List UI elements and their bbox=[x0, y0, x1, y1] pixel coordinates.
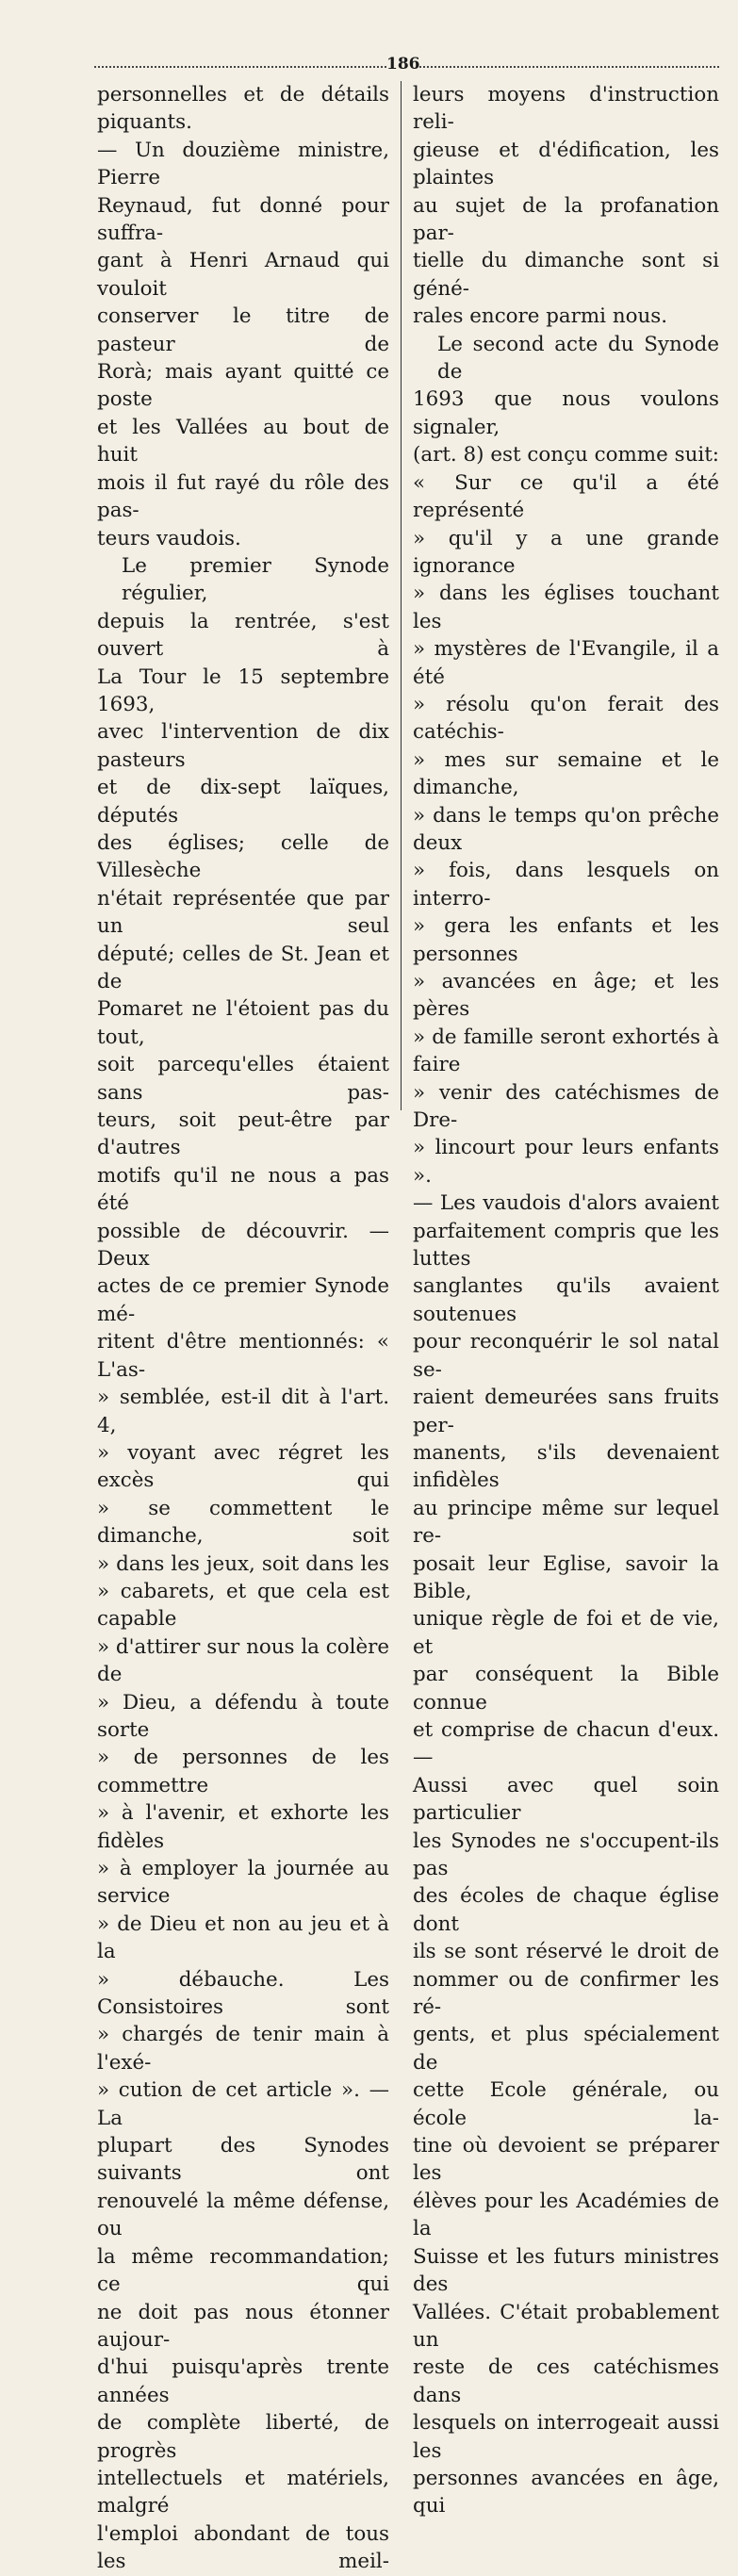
text-line: depuis la rentrée, s'est ouvert à bbox=[97, 609, 389, 662]
text-line: 1693 que nous voulons signaler, bbox=[413, 387, 719, 439]
text-line: la même recommandation; ce qui bbox=[97, 2244, 389, 2297]
text-line: leurs moyens d'instruction reli- bbox=[413, 83, 719, 135]
text-line: ne doit pas nous étonner aujour- bbox=[97, 2300, 389, 2352]
text-line: » mystères de l'Evangile, il a été bbox=[413, 637, 719, 689]
text-line: des écoles de chaque église dont bbox=[413, 1884, 719, 1936]
text-line: des églises; celle de Villesèche bbox=[97, 830, 389, 883]
column-divider bbox=[401, 81, 402, 1110]
text-line: n'était représentée que par un seul bbox=[97, 886, 389, 939]
text-line: Le premier Synode régulier, bbox=[122, 553, 389, 606]
text-line: et les Vallées au bout de huit bbox=[97, 415, 389, 468]
header-rule-left bbox=[94, 66, 386, 68]
text-line: tielle du dimanche sont si géné- bbox=[413, 249, 719, 301]
text-line: » qu'il y a une grande ignorance bbox=[413, 526, 719, 578]
text-line: tine où devoient se préparer les bbox=[413, 2134, 719, 2186]
text-line: renouvelé la même défense, ou bbox=[97, 2189, 389, 2241]
text-line: » lincourt pour leurs enfants ». bbox=[413, 1136, 719, 1188]
text-line: mois il fut rayé du rôle des pas- bbox=[97, 470, 389, 523]
text-line: Rorà; mais ayant quitté ce poste bbox=[97, 360, 389, 412]
text-line: » dans le temps qu'on prêche deux bbox=[413, 803, 719, 855]
text-line: soit parcequ'elles étaient sans pas- bbox=[97, 1053, 389, 1105]
text-line: — Un douzième ministre, Pierre bbox=[97, 138, 389, 190]
text-line: au sujet de la profanation par- bbox=[413, 193, 719, 246]
text-line: Vallées. C'était probablement un bbox=[413, 2300, 719, 2352]
text-line: gents, et plus spécialement de bbox=[413, 2023, 719, 2075]
text-line: gant à Henri Arnaud qui vouloit bbox=[97, 249, 389, 301]
text-line: par conséquent la Bible connue bbox=[413, 1663, 719, 1715]
left-column bbox=[97, 81, 389, 2576]
text-line: sanglantes qu'ils avaient soutenues bbox=[413, 1274, 719, 1326]
text-line: conserver le titre de pasteur de bbox=[97, 304, 389, 356]
text-line: » se commettent le dimanche, soit bbox=[97, 1496, 389, 1549]
text-line: raient demeurées sans fruits per- bbox=[413, 1386, 719, 1437]
text-line: et comprise de chacun d'eux. — bbox=[413, 1717, 719, 1770]
page-header bbox=[94, 55, 719, 77]
text-line: La Tour le 15 septembre 1693, bbox=[97, 665, 389, 716]
text-line: ritent d'être mentionnés: « L'as- bbox=[97, 1330, 389, 1382]
text-line: » résolu qu'on ferait des catéchis- bbox=[413, 692, 719, 745]
text-line: » cution de cet article ». — La bbox=[97, 2078, 389, 2130]
text-line: » dans les jeux, soit dans les bbox=[97, 1551, 389, 1576]
text-line: au principe même sur lequel re- bbox=[413, 1496, 719, 1549]
text-line: et de dix-sept laïques, députés bbox=[97, 776, 389, 828]
text-line: » fois, dans lesquels on interro- bbox=[413, 859, 719, 911]
text-line: Le second acte du Synode de bbox=[437, 332, 719, 385]
text-line: » de Dieu et non au jeu et à la bbox=[97, 1911, 389, 1964]
text-line: » cabarets, et que cela est capable bbox=[97, 1579, 389, 1632]
text-line: » semblée, est-il dit à l'art. 4, bbox=[97, 1386, 389, 1437]
text-line: reste de ces catéchismes dans bbox=[413, 2355, 719, 2407]
text-line: » de personnes de les commettre bbox=[97, 1746, 389, 1797]
text-line: plupart des Synodes suivants ont bbox=[97, 2134, 389, 2186]
text-line: possible de découvrir. — Deux bbox=[97, 1219, 389, 1272]
text-line: — Les vaudois d'alors avaient bbox=[413, 1191, 719, 1216]
text-line: les Synodes ne s'occupent-ils pas bbox=[413, 1829, 719, 1880]
text-line: » d'attirer sur nous la colère de bbox=[97, 1634, 389, 1687]
text-line: Suisse et les futurs ministres des bbox=[413, 2244, 719, 2297]
text-line: unique règle de foi et de vie, et bbox=[413, 1607, 719, 1659]
text-line: cette Ecole générale, ou école la- bbox=[413, 2078, 719, 2130]
text-line: personnes avancées en âge, qui bbox=[413, 2466, 719, 2519]
text-line: motifs qu'il ne nous a pas été bbox=[97, 1163, 389, 1216]
text-line: pour reconquérir le sol natal se- bbox=[413, 1330, 719, 1382]
text-line: Reynaud, fut donné pour suffra- bbox=[97, 193, 389, 246]
text-line: député; celles de St. Jean et de bbox=[97, 942, 389, 993]
text-line: » débauche. Les Consistoires sont bbox=[97, 1967, 389, 2020]
text-line: d'hui puisqu'après trente années bbox=[97, 2355, 389, 2407]
text-line: « Sur ce qu'il a été représenté bbox=[413, 470, 719, 523]
text-line: » de famille seront exhortés à faire bbox=[413, 1025, 719, 1077]
text-line: de complète liberté, de progrès bbox=[97, 2411, 389, 2463]
text-line: Pomaret ne l'étoient pas du tout, bbox=[97, 997, 389, 1049]
text-line: intellectuels et matériels, malgré bbox=[97, 2466, 389, 2519]
text-line: gieuse et d'édification, les plaintes bbox=[413, 138, 719, 190]
right-column bbox=[413, 81, 719, 2520]
text-line: lesquels on interrogeait aussi les bbox=[413, 2411, 719, 2463]
text-line: » dans les églises touchant les bbox=[413, 582, 719, 633]
text-line: manents, s'ils devenaient infidèles bbox=[413, 1440, 719, 1493]
text-line: » gera les enfants et les personnes bbox=[413, 914, 719, 966]
text-line: posait leur Eglise, savoir la Bible, bbox=[413, 1551, 719, 1603]
page-number: 186 bbox=[386, 55, 420, 74]
text-line: » venir des catéchismes de Dre- bbox=[413, 1080, 719, 1133]
text-line: ils se sont réservé le droit de bbox=[413, 1940, 719, 1964]
text-line: » mes sur semaine et le dimanche, bbox=[413, 747, 719, 800]
text-line: nommer ou de confirmer les ré- bbox=[413, 1967, 719, 2020]
text-line: teurs, soit peut-être par d'autres bbox=[97, 1108, 389, 1160]
text-line: l'emploi abondant de tous les meil- bbox=[97, 2521, 389, 2574]
text-line: » Dieu, a défendu à toute sorte bbox=[97, 1690, 389, 1742]
header-rule-right bbox=[419, 66, 719, 68]
text-line: parfaitement compris que les luttes bbox=[413, 1219, 719, 1272]
text-line: personnelles et de détails piquants. bbox=[97, 83, 389, 135]
text-line: Aussi avec quel soin particulier bbox=[413, 1773, 719, 1826]
text-line: rales encore parmi nous. bbox=[413, 304, 668, 329]
text-line: élèves pour les Académies de la bbox=[413, 2189, 719, 2241]
text-line: » à l'avenir, et exhorte les fidèles bbox=[97, 1801, 389, 1853]
text-line: actes de ce premier Synode mé- bbox=[97, 1274, 389, 1326]
text-line: » à employer la journée au service bbox=[97, 1857, 389, 1909]
text-line: teurs vaudois. bbox=[97, 526, 241, 550]
text-line: » voyant avec régret les excès qui bbox=[97, 1440, 389, 1493]
text-line: (art. 8) est conçu comme suit: bbox=[413, 443, 719, 468]
text-line: » avancées en âge; et les pères bbox=[413, 970, 719, 1022]
text-line: avec l'intervention de dix pasteurs bbox=[97, 720, 389, 772]
text-line: » chargés de tenir main à l'exé- bbox=[97, 2023, 389, 2075]
